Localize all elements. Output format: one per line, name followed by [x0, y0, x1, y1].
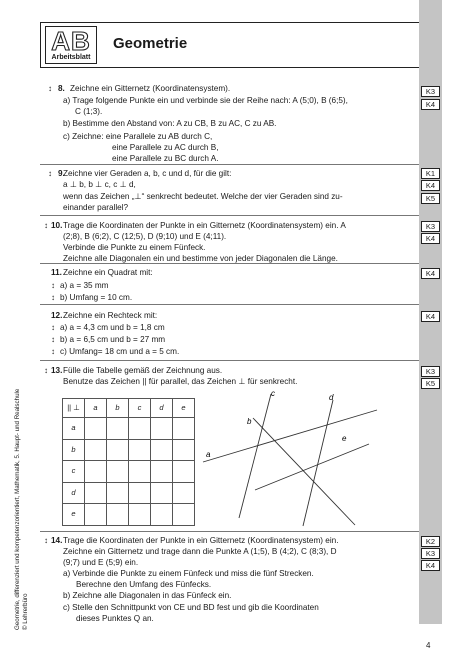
updown-arrow-icon: ↕	[51, 323, 55, 332]
table-corner-cell: || ⊥	[63, 399, 85, 418]
competence-badge: K4	[421, 233, 440, 244]
task-text: dieses Punktes Q an.	[76, 614, 154, 623]
task-text: b) Umfang = 10 cm.	[60, 293, 133, 302]
table-row	[63, 461, 195, 483]
divider	[40, 304, 419, 305]
task-text: a ⊥ b, b ⊥ c, c ⊥ d,	[63, 180, 136, 189]
task-text: c) Zeichne: eine Parallele zu AB durch C,	[63, 132, 213, 141]
table-header-row	[63, 399, 195, 418]
competence-badge: K4	[421, 311, 440, 322]
table-cell[interactable]	[151, 418, 173, 440]
task-text: eine Parallele zu BC durch A.	[112, 154, 219, 163]
table-cell[interactable]	[151, 439, 173, 461]
task-number: 11.	[51, 268, 62, 277]
task-text: einander parallel?	[63, 203, 129, 212]
task-number: 9.	[58, 169, 65, 178]
task-text: Zeichne ein Quadrat mit:	[63, 268, 153, 277]
task-text: Trage die Koordinaten der Punkte in ein Gitternetz (Koordinatensystem) ein. A	[63, 221, 346, 230]
task-text: C (1;3).	[75, 107, 103, 116]
competence-badge: K3	[421, 548, 440, 559]
relation-table	[62, 398, 195, 526]
line-b	[253, 418, 355, 525]
task-text: Zeichne ein Gitternetz und trage dann die Punkte A (1;5), B (4;2), C (8;3), D	[63, 547, 337, 556]
table-cell[interactable]	[173, 461, 195, 483]
divider	[40, 360, 419, 361]
competence-badge: K4	[421, 268, 440, 279]
divider	[40, 164, 419, 165]
table-cell[interactable]	[85, 482, 107, 504]
task-number: 13.	[51, 366, 63, 375]
table-cell[interactable]	[173, 504, 195, 526]
table-header-cell: d	[151, 399, 173, 418]
task-text: Fülle die Tabelle gemäß der Zeichnung aus.	[63, 366, 223, 375]
table-cell[interactable]	[151, 461, 173, 483]
table-row	[63, 418, 195, 440]
task-text: a) a = 35 mm	[60, 281, 109, 290]
task-text: Benutze das Zeichen || für parallel, das Zeichen ⊥ für senkrecht.	[63, 377, 298, 386]
side-copyright	[14, 389, 29, 630]
competence-badge: K3	[421, 221, 440, 232]
competence-badge: K5	[421, 193, 440, 204]
divider	[40, 263, 419, 264]
line-label-b: b	[247, 417, 252, 426]
divider	[40, 531, 419, 532]
ab-logo	[45, 26, 97, 64]
table-row-header: c	[63, 461, 85, 483]
task-text: c) Umfang= 18 cm und a = 5 cm.	[60, 347, 180, 356]
line-e	[255, 444, 369, 490]
line-a	[203, 410, 377, 462]
table-cell[interactable]	[107, 461, 129, 483]
line-label-d: d	[329, 393, 334, 402]
table-cell[interactable]	[107, 504, 129, 526]
task-number: 12.	[51, 311, 63, 320]
task-number: 8.	[58, 84, 65, 93]
task-text: b) Bestimme den Abstand von: A zu CB, B zu AC, C zu AB.	[63, 119, 277, 128]
task-number: 14.	[51, 536, 63, 545]
page-title: Geometrie	[113, 35, 188, 52]
table-row	[63, 482, 195, 504]
table-cell[interactable]	[107, 482, 129, 504]
task-text: (9;7) und E (5;9) ein.	[63, 558, 139, 567]
updown-arrow-icon: ↕	[51, 347, 55, 356]
updown-arrow-icon: ↕	[51, 293, 55, 302]
table-row-header: b	[63, 439, 85, 461]
page-number: 4	[426, 641, 431, 650]
table-row-header: d	[63, 482, 85, 504]
line-d	[303, 400, 333, 526]
table-cell[interactable]	[173, 482, 195, 504]
task-text: Zeichne alle Diagonalen ein und bestimme von jeder Diagonalen die Länge.	[63, 254, 338, 263]
task-text: Zeichne ein Gitternetz (Koordinatensystem).	[70, 84, 231, 93]
table-cell[interactable]	[129, 439, 151, 461]
table-cell[interactable]	[129, 461, 151, 483]
table-header-cell: c	[129, 399, 151, 418]
table-cell[interactable]	[85, 504, 107, 526]
table-cell[interactable]	[129, 418, 151, 440]
table-header-cell: b	[107, 399, 129, 418]
updown-arrow-icon: ↕	[44, 366, 48, 375]
line-label-a: a	[206, 450, 211, 459]
table-row	[63, 439, 195, 461]
ab-logo-subtitle: Arbeitsblatt	[51, 54, 91, 61]
competence-badge: K4	[421, 180, 440, 191]
updown-arrow-icon: ↕	[51, 281, 55, 290]
side-copyright-line: © Lehrerbüro	[21, 593, 29, 630]
table-row-header: a	[63, 418, 85, 440]
table-cell[interactable]	[85, 461, 107, 483]
competence-badge: K3	[421, 86, 440, 97]
task-text: c) Stelle den Schnittpunkt von CE und BD fest und gib die Koordinaten	[63, 603, 319, 612]
competence-badge: K5	[421, 378, 440, 389]
updown-arrow-icon: ↕	[44, 536, 48, 545]
table-cell[interactable]	[129, 504, 151, 526]
competence-badge: K1	[421, 168, 440, 179]
table-row	[63, 504, 195, 526]
updown-arrow-icon: ↕	[48, 84, 52, 93]
table-cell[interactable]	[85, 418, 107, 440]
table-header-cell: a	[85, 399, 107, 418]
task-text: Verbinde die Punkte zu einem Fünfeck.	[63, 243, 206, 252]
task-number: 10.	[51, 221, 63, 230]
competence-badge: K2	[421, 536, 440, 547]
updown-arrow-icon: ↕	[44, 221, 48, 230]
line-label-e: e	[342, 434, 347, 443]
table-cell[interactable]	[129, 482, 151, 504]
table-cell[interactable]	[107, 418, 129, 440]
updown-arrow-icon: ↕	[48, 169, 52, 178]
table-cell[interactable]	[151, 504, 173, 526]
task-text: Zeichne vier Geraden a, b, c und d, für die gilt:	[63, 169, 232, 178]
task-text: Trage die Koordinaten der Punkte in ein Gitternetz (Koordinatensystem) ein.	[63, 536, 339, 545]
side-copyright-line: Geometrie, differenziert und kompetenzorientiert, Mathematik, 5. Haupt- und Realschule	[14, 388, 21, 630]
task-text: a) Verbinde die Punkte zu einem Fünfeck und miss die fünf Strecken.	[63, 569, 314, 578]
line-c	[239, 394, 271, 518]
task-text: (2;8), B (6;2), C (12;5), D (9;10) und E (4;11).	[63, 232, 227, 241]
competence-badge: K3	[421, 366, 440, 377]
table-row-header: e	[63, 504, 85, 526]
task-text: b) a = 6,5 cm und b = 27 mm	[60, 335, 166, 344]
table-cell[interactable]	[85, 439, 107, 461]
competence-badge: K4	[421, 560, 440, 571]
task-text: eine Parallele zu AC durch B,	[112, 143, 219, 152]
task-text: wenn das Zeichen „⊥“ senkrecht bedeutet. Welche der vier Geraden sind zu-	[63, 192, 343, 201]
table-cell[interactable]	[151, 482, 173, 504]
table-cell[interactable]	[173, 418, 195, 440]
line-drawing	[195, 380, 385, 530]
table-header-cell: e	[173, 399, 195, 418]
divider	[40, 215, 419, 216]
task-text: b) Zeichne alle Diagonalen in das Fünfeck ein.	[63, 591, 232, 600]
updown-arrow-icon: ↕	[51, 335, 55, 344]
task-text: Zeichne ein Rechteck mit:	[63, 311, 158, 320]
line-label-c: c	[271, 389, 275, 398]
worksheet-header	[40, 22, 419, 68]
task-text: a) Trage folgende Punkte ein und verbinde sie der Reihe nach: A (5;0), B (6;5),	[63, 96, 348, 105]
table-cell[interactable]	[107, 439, 129, 461]
table-cell[interactable]	[173, 439, 195, 461]
task-text: Berechne den Umfang des Fünfecks.	[76, 580, 212, 589]
competence-badge: K4	[421, 99, 440, 110]
task-text: a) a = 4,3 cm und b = 1,8 cm	[60, 323, 165, 332]
ab-logo-letters: AB	[51, 26, 91, 56]
